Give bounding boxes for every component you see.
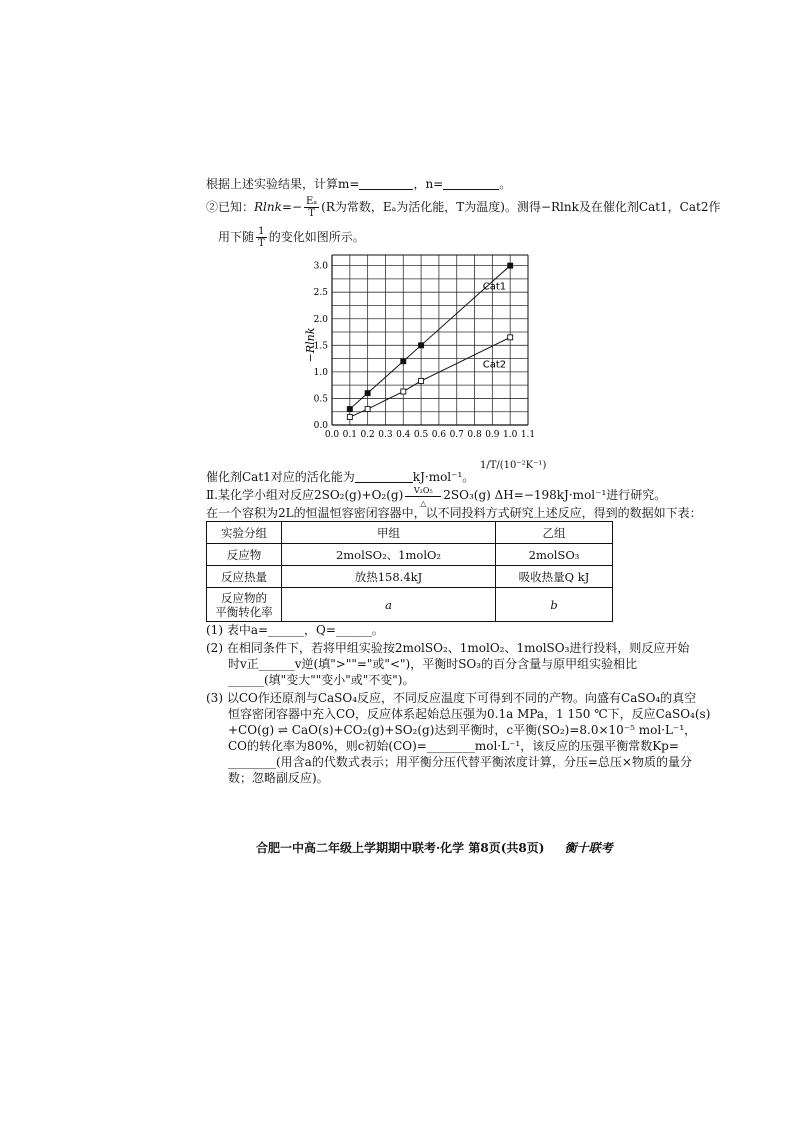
series-line-cat2 <box>350 337 510 417</box>
table-row: 反应物 2molSO₂、1molO₂ 2molSO₃ <box>207 544 613 566</box>
x-tick-label: 0.8 <box>467 430 482 440</box>
x-tick-label: 0.2 <box>360 430 375 440</box>
fraction-one-over-t: $\frac{1}{T}$ <box>258 226 265 249</box>
chart-series <box>347 263 512 419</box>
y-tick-label: 0.0 <box>313 421 328 431</box>
x-tick-label: 0.1 <box>342 430 357 440</box>
data-point-cat1 <box>419 343 424 348</box>
x-axis-label: 1/T/(10⁻²K⁻¹) <box>480 460 547 471</box>
x-tick-label: 0.4 <box>396 430 411 440</box>
part2-setup-line: 在一个容积为2L的恒温恒容密闭容器中，以不同投料方式研究上述反应，得到的数据如下表： <box>206 506 702 520</box>
question-3-line-1: (3) 以CO作还原剂与CaSO₄反应，不同反应温度下可得到不同的产物。向盛有CaSO₄的真空 <box>206 691 697 705</box>
answer-blank-n[interactable] <box>443 177 499 190</box>
data-point-cat2 <box>419 378 424 383</box>
question-line-m-n: 根据上述实验结果，计算m= ，n= 。 <box>206 177 512 191</box>
x-tick-label: 0.0 <box>324 430 340 440</box>
part2-reaction-line: Ⅱ.某化学小组对反应2SO₂(g)+O₂(g) V₂O₅ △ 2SO₃(g) ΔH=−198kJ·mol⁻¹进行研究。 <box>206 485 667 508</box>
x-tick-label: 1.1 <box>520 430 536 440</box>
data-point-cat2 <box>508 335 513 340</box>
data-point-cat1 <box>508 263 513 268</box>
y-tick-label: 1.5 <box>313 341 328 352</box>
series-label-cat1: Cat1 <box>482 281 507 293</box>
answer-blank-m[interactable] <box>359 177 413 190</box>
question-1: (1) 表中a=______，Q=______。 <box>206 623 384 637</box>
activation-energy-chart <box>300 245 540 460</box>
data-point-cat1 <box>401 359 406 364</box>
question-3-line-4: CO的转化率为80%，则c初始(CO)=________mol·L⁻¹，该反应的压强平衡常数Kp= <box>228 739 679 753</box>
question-line-formula: ②已知：Rlnk=− $\frac{\text{Eₐ}}{T}$ (R为常数，Eₐ为活化能，T为温度)。测得−Rlnk及在催化剂Cat1，Cat2作 <box>206 196 721 219</box>
experiment-data-table <box>206 521 613 622</box>
x-tick-label: 1.0 <box>503 430 518 440</box>
x-tick-label: 0.6 <box>431 430 447 440</box>
chart-grid <box>332 255 528 425</box>
y-tick-label: 2.5 <box>313 288 328 299</box>
chart-axes <box>332 255 528 425</box>
exam-brand: 衡十联考 <box>564 841 613 855</box>
series-label-cat2: Cat2 <box>482 359 507 371</box>
question-2-line-1: (2) 在相同条件下，若将甲组实验按2molSO₂、1molO₂、1molSO₃进行投料，则反应开始 <box>206 641 690 655</box>
x-tick-label: 0.9 <box>485 430 500 440</box>
data-point-cat2 <box>401 389 406 394</box>
data-point-cat2 <box>365 407 370 412</box>
x-tick-label: 0.5 <box>413 430 429 440</box>
question-line-graph-intro: 用下随 $\frac{1}{T}$ 的变化如图所示。 <box>218 226 365 249</box>
reaction-arrow: V₂O₅ △ <box>403 488 443 504</box>
question-3-line-3: +CO(g) ⇌ CaO(s)+CO₂(g)+SO₂(g)达到平衡时，c平衡(SO₂)=8.0×10⁻⁵ mol·L⁻¹， <box>228 723 697 737</box>
x-tick-label: 0.3 <box>378 430 393 440</box>
table-header-row <box>207 522 613 544</box>
header-group-a: 甲组 <box>282 522 496 544</box>
x-tick-label: 0.7 <box>449 430 464 440</box>
table-row: 反应物的 平衡转化率 a b <box>207 588 613 622</box>
data-point-cat1 <box>365 391 370 396</box>
fraction-ea-over-t: $\frac{\text{Eₐ}}{T}$ <box>306 196 318 219</box>
question-3-line-2: 恒容密闭容器中充入CO，反应体系起始总压强为0.1a MPa，1 150 ℃下，反应CaSO₄(s) <box>228 707 711 721</box>
table-row: 反应热量 放热158.4kJ 吸收热量Q kJ <box>207 566 613 588</box>
y-tick-label: 0.5 <box>313 394 328 405</box>
cat1-activation-energy-line: 催化剂Cat1对应的活化能为 kJ·mol⁻¹。 <box>206 470 475 484</box>
answer-blank-cat1-ea[interactable] <box>355 470 413 483</box>
header-group-b: 乙组 <box>496 522 613 544</box>
page-footer: 合肥一中高二年级上学期期中联考·化学 第8页(共8页) 衡十联考 <box>256 841 613 855</box>
data-point-cat2 <box>347 415 352 420</box>
header-group: 实验分组 <box>207 522 282 544</box>
y-tick-label: 2.0 <box>313 314 328 325</box>
y-axis-label: −Rlnk <box>304 327 317 363</box>
question-2-line-3: ______(填"变大""变小"或"不变")。 <box>228 673 415 687</box>
y-tick-label: 3.0 <box>313 261 328 272</box>
y-tick-label: 1.0 <box>313 367 328 378</box>
question-2-line-2: 时v正______v逆(填">""="或"<")，平衡时SO₃的百分含量与原甲组实验相比 <box>228 657 638 671</box>
question-3-line-6: 数；忽略副反应)。 <box>228 771 329 785</box>
data-point-cat1 <box>347 407 352 412</box>
question-3-line-5: ________(用含a的代数式表示；用平衡分压代替平衡浓度计算，分压=总压×物质的量分 <box>228 755 692 769</box>
